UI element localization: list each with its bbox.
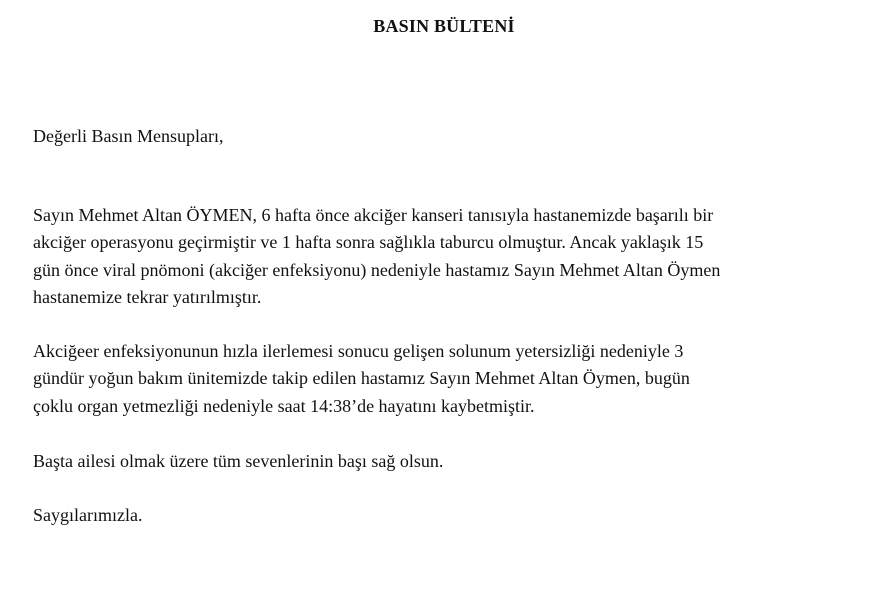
- closing: [33, 502, 863, 529]
- salutation-text: Değerli Basın Mensupları,: [33, 126, 224, 146]
- paragraph-condolence: [33, 448, 863, 475]
- paragraph-line: çoklu organ yetmezliği nedeniyle saat 14:38’de hayatını kaybetmiştir.: [33, 395, 535, 416]
- closing-text: Saygılarımızla.: [33, 505, 143, 525]
- paragraph-condition: [33, 338, 863, 420]
- condolence-text: Başta ailesi olmak üzere tüm sevenlerinin başı sağ olsun.: [33, 451, 444, 471]
- paragraph-announcement: [33, 202, 863, 311]
- paragraph-line: akciğer operasyonu geçirmiştir ve 1 hafta sonra sağlıkla taburcu olmuştur. Ancak yaklaşık 15: [33, 232, 704, 253]
- paragraph-line: gündür yoğun bakım ünitemizde takip edilen hastamız Sayın Mehmet Altan Öymen, bugün: [33, 368, 690, 389]
- paragraph-line: hastanemize tekrar yatırılmıştır.: [33, 286, 262, 307]
- salutation: [33, 123, 863, 150]
- document-title: BASIN BÜLTENİ: [373, 16, 515, 36]
- paragraph-line: gün önce viral pnömoni (akciğer enfeksiyonu) nedeniyle hastamız Sayın Mehmet Altan Öymen: [33, 259, 721, 280]
- paragraph-line: Akciğeer enfeksiyonunun hızla ilerlemesi sonucu gelişen solunum yetersizliği nedeniyle 3: [33, 341, 684, 361]
- paragraph-line: Sayın Mehmet Altan ÖYMEN, 6 hafta önce akciğer kanseri tanısıyla hastanemizde başarılı bir: [33, 205, 714, 225]
